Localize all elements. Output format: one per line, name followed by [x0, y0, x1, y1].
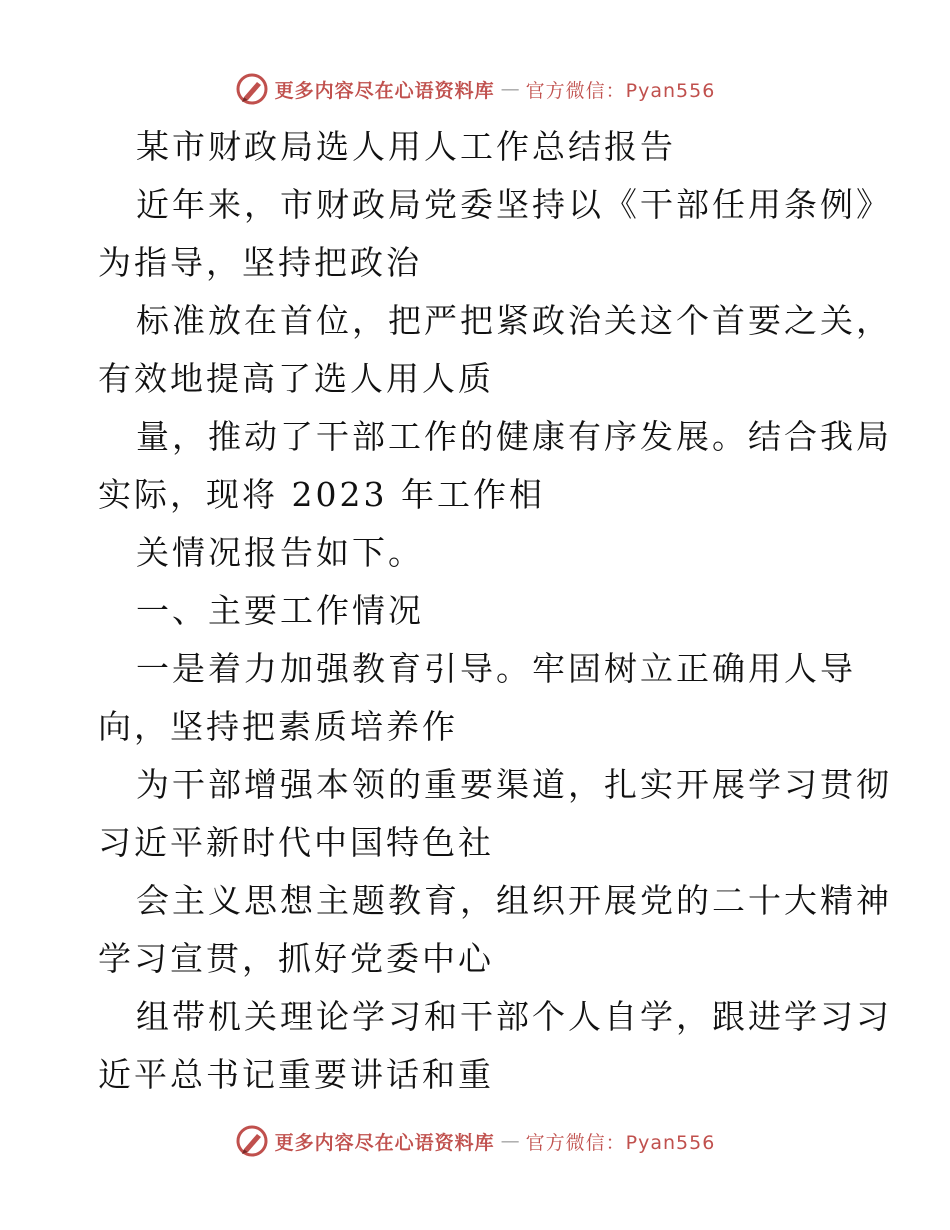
paragraph-line: 有效地提高了选人用人质	[98, 359, 494, 398]
paragraph-line: 习近平新时代中国特色社	[98, 823, 494, 862]
footer-watermark	[0, 1124, 950, 1158]
paragraph-line: 近平总书记重要讲话和重	[98, 1055, 494, 1094]
paragraph-line: 组带机关理论学习和干部个人自学，跟进学习习	[136, 997, 892, 1036]
document-body	[98, 118, 892, 1104]
document-title: 某市财政局选人用人工作总结报告	[136, 127, 676, 166]
watermark-text: 更多内容尽在心语资料库	[274, 79, 495, 102]
paragraph-line: 为指导，坚持把政治	[98, 243, 422, 282]
header-watermark	[0, 72, 950, 106]
watermark-separator: —	[500, 78, 520, 100]
paragraph-line: 向，坚持把素质培养作	[98, 707, 458, 746]
paragraph-line: 标准放在首位，把严把紧政治关这个首要之关，	[136, 301, 892, 340]
paragraph-line: 学习宣贯，抓好党委中心	[98, 939, 494, 978]
paragraph-line: 为干部增强本领的重要渠道，扎实开展学习贯彻	[136, 765, 892, 804]
paragraph-line: 会主义思想主题教育，组织开展党的二十大精神	[136, 881, 892, 920]
paragraph-line: 关情况报告如下。	[136, 533, 424, 572]
pen-logo-icon	[235, 1124, 269, 1158]
watermark-wechat: 官方微信：Pyan556	[525, 1131, 716, 1154]
watermark-text: 更多内容尽在心语资料库	[274, 1131, 495, 1154]
paragraph-line: 一是着力加强教育引导。牢固树立正确用人导	[136, 649, 856, 688]
paragraph-line: 实际，现将 2023 年工作相	[98, 475, 545, 514]
watermark-wechat: 官方微信：Pyan556	[525, 79, 716, 102]
section-heading: 一、主要工作情况	[136, 591, 424, 630]
pen-logo-icon	[235, 72, 269, 106]
paragraph-line: 近年来，市财政局党委坚持以《干部任用条例》	[136, 185, 892, 224]
paragraph-line: 量，推动了干部工作的健康有序发展。结合我局	[136, 417, 892, 456]
watermark-separator: —	[500, 1130, 520, 1152]
